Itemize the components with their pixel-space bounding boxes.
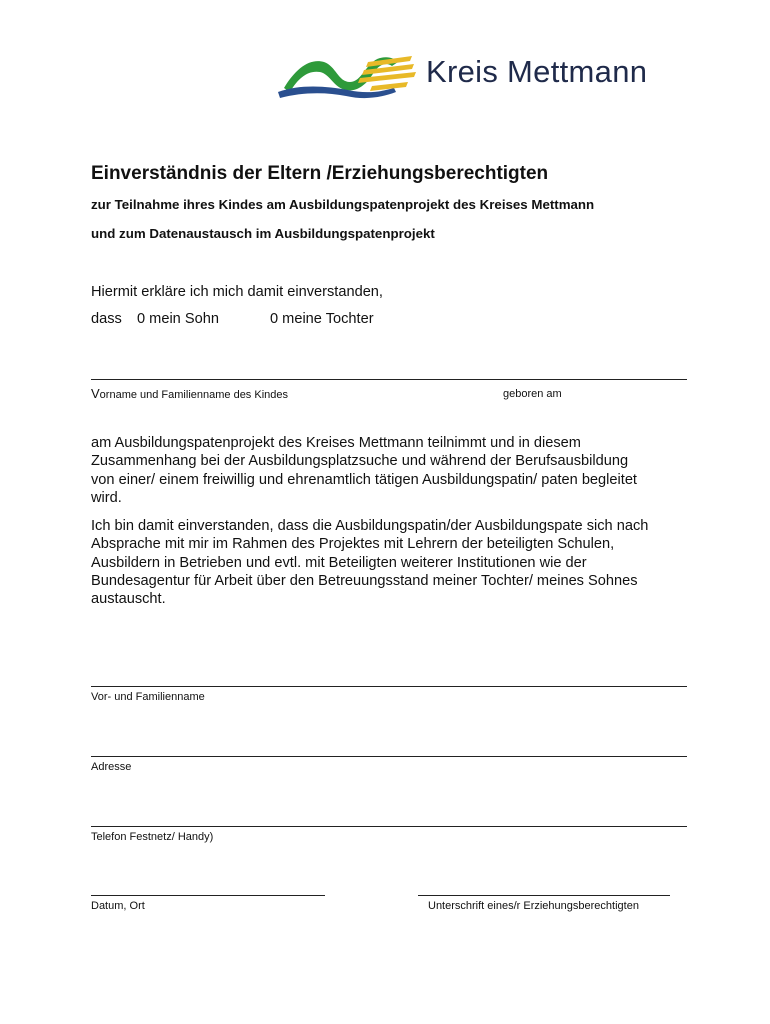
logo-wave-emblem-icon (276, 48, 426, 104)
parent-name-line[interactable] (91, 686, 687, 687)
born-caption: geboren am (503, 388, 562, 400)
paragraph-data-exchange (91, 517, 701, 608)
date-place-line[interactable] (91, 895, 325, 896)
signature-line[interactable] (418, 895, 670, 896)
signature-caption: Unterschrift eines/r Erziehungsberechtigten (428, 900, 639, 912)
page-title: Einverständnis der Eltern /Erziehungsberechtigten (91, 163, 549, 184)
declaration-intro: Hiermit erkläre ich mich damit einverstanden, (91, 284, 383, 300)
child-name-caption-rest: orname und Familienname des Kindes (99, 389, 288, 401)
paragraph-participation (91, 434, 701, 507)
paragraph-line: Absprache mit mir im Rahmen des Projektes mit Lehrern der beteiligten Schulen, (91, 536, 615, 553)
paragraph-line: Ich bin damit einverstanden, dass die Ausbildungspatin/der Ausbildungspate sich nach (91, 518, 649, 534)
date-place-caption: Datum, Ort (91, 900, 145, 912)
option-son-checkbox[interactable]: 0 mein Sohn (137, 311, 219, 327)
address-caption: Adresse (91, 761, 132, 773)
declaration-dass: dass (91, 311, 122, 327)
paragraph-line: Ausbildern in Betrieben und evtl. mit Beteiligten weiterer Institutionen wie der (91, 554, 587, 571)
phone-caption: Telefon Festnetz/ Handy) (91, 831, 214, 843)
child-name-caption-initial: V (91, 386, 100, 401)
option-daughter-checkbox[interactable]: 0 meine Tochter (270, 311, 374, 327)
subtitle-line-2: und zum Datenaustausch im Ausbildungspatenprojekt (91, 226, 435, 241)
paragraph-line: von einer/ einem freiwillig und ehrenamtlich tätigen Ausbildungspatin/ paten begleitet (91, 471, 637, 488)
paragraph-line: austauscht. (91, 591, 166, 608)
paragraph-line: wird. (91, 489, 122, 506)
paragraph-line: Bundesagentur für Arbeit über den Betreuungsstand meiner Tochter/ meines Sohnes (91, 572, 638, 589)
paragraph-line: Zusammenhang bei der Ausbildungsplatzsuche und während der Berufsausbildung (91, 453, 629, 470)
child-name-line[interactable] (91, 379, 687, 380)
phone-line[interactable] (91, 826, 687, 827)
paragraph-line: am Ausbildungspatenprojekt des Kreises Mettmann teilnimmt und in diesem (91, 435, 581, 451)
subtitle-line-1: zur Teilnahme ihres Kindes am Ausbildungspatenprojekt des Kreises Mettmann (91, 197, 595, 212)
parent-name-caption: Vor- und Familienname (91, 691, 205, 703)
kreis-mettmann-logo (276, 48, 660, 104)
logo-text: Kreis Mettmann (426, 54, 648, 89)
child-name-caption (91, 385, 288, 403)
address-line[interactable] (91, 756, 687, 757)
